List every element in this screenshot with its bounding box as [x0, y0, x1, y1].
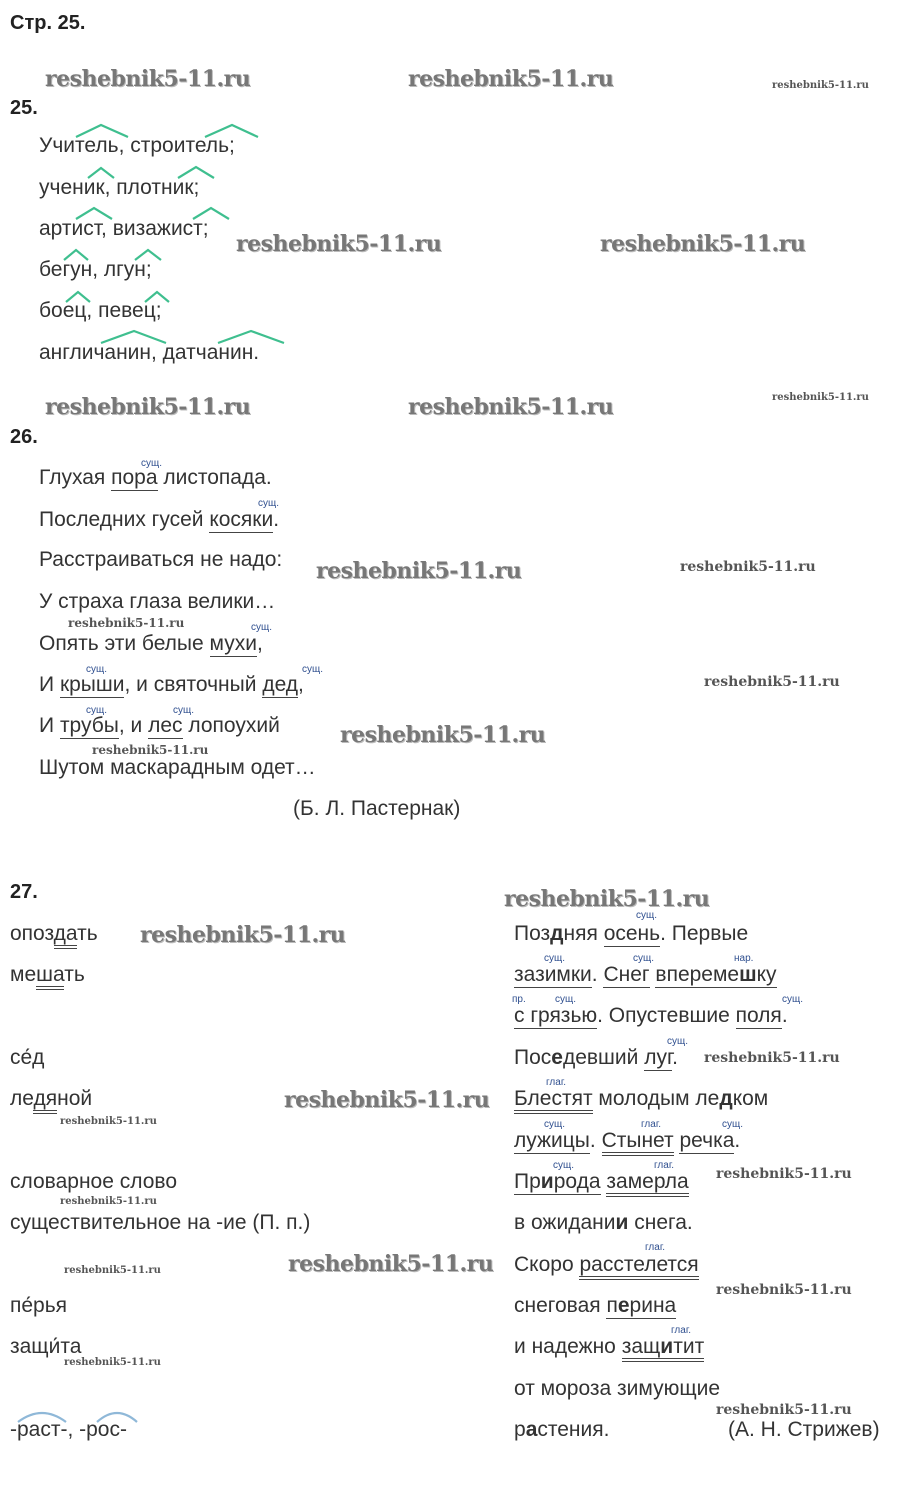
- noun: пора: [111, 466, 158, 489]
- root-arc: [18, 1413, 66, 1422]
- noun: луг: [644, 1046, 673, 1069]
- text-line: И крыши, и святочный дед,: [39, 673, 304, 696]
- text-line: бегун, лгун;: [39, 258, 152, 281]
- suffix-arc: [218, 331, 284, 343]
- watermark: reshebnik5-11.ru: [288, 1251, 494, 1277]
- verb: расстелется: [579, 1253, 698, 1280]
- watermark: reshebnik5-11.ru: [284, 1087, 490, 1113]
- text-line: Шутом маскарадным одет…: [39, 756, 316, 779]
- watermark: reshebnik5-11.ru: [716, 1402, 852, 1418]
- pos-label: сущ.: [141, 458, 163, 469]
- pos-label: сущ.: [667, 1036, 689, 1047]
- page-title: Стр. 25.: [10, 12, 86, 34]
- text-line: Скоро расстелется: [514, 1253, 699, 1277]
- watermark: reshebnik5-11.ru: [716, 1166, 852, 1182]
- noun: трубы: [59, 714, 119, 737]
- verb: Блестят: [514, 1087, 593, 1114]
- watermark: reshebnik5-11.ru: [60, 1196, 157, 1207]
- word: мешать: [10, 963, 85, 987]
- watermark: reshebnik5-11.ru: [64, 1357, 161, 1368]
- noun: речка: [679, 1129, 735, 1152]
- noun: Снег: [603, 963, 650, 986]
- suffix-arc: [76, 125, 128, 137]
- watermark: reshebnik5-11.ru: [64, 1265, 161, 1276]
- pos-label: глаг.: [645, 1242, 666, 1253]
- watermark: reshebnik5-11.ru: [140, 922, 346, 948]
- text-line: Учитель, строитель;: [39, 134, 235, 157]
- pos-label: сущ.: [555, 994, 577, 1005]
- text-line: Блестят молодым ледком: [514, 1087, 768, 1111]
- noun: осень: [603, 922, 661, 945]
- suffix-arc: [135, 250, 161, 260]
- watermark: reshebnik5-11.ru: [236, 231, 442, 257]
- text-line: от мороза зимующие: [514, 1377, 721, 1400]
- pos-label: сущ.: [636, 910, 658, 921]
- text-line: в ожидании снега.: [514, 1211, 693, 1234]
- noun: перина: [606, 1294, 677, 1317]
- exercise-number: 25.: [10, 97, 38, 119]
- pos-label: сущ.: [722, 1119, 744, 1130]
- suffix-arc: [76, 208, 112, 219]
- text-line: Глухая пора листопада.: [39, 466, 272, 489]
- noun: лужицы: [514, 1129, 590, 1152]
- text-line: англичанин, датчанин.: [39, 341, 260, 364]
- exercise-number: 27.: [10, 881, 38, 903]
- text-line: с грязью. Опустевшие поля.: [514, 1004, 788, 1027]
- suffix-arc: [64, 250, 88, 260]
- watermark: reshebnik5-11.ru: [92, 743, 209, 757]
- suffix-arcs: [0, 0, 911, 400]
- adverb: вперемешку: [655, 963, 777, 986]
- watermark: reshebnik5-11.ru: [45, 66, 251, 92]
- verb: замерла: [606, 1170, 688, 1197]
- watermark: reshebnik5-11.ru: [716, 1282, 852, 1298]
- word: пе́рья: [10, 1294, 68, 1317]
- suffix-arc: [205, 125, 258, 137]
- pos-label: глаг.: [671, 1325, 692, 1336]
- word: -раст-, -рос-: [10, 1418, 127, 1441]
- text-line: артист, визажист;: [39, 217, 209, 240]
- text-line: и надежно защитит: [514, 1335, 704, 1359]
- suffix-arc: [145, 292, 169, 302]
- word: существительное на -ие (П. п.): [10, 1211, 311, 1234]
- watermark: reshebnik5-11.ru: [60, 1116, 157, 1127]
- word: защи́та: [10, 1335, 82, 1358]
- pos-label: сущ.: [633, 953, 655, 964]
- pos-label: сущ.: [86, 705, 108, 716]
- pos-label: сущ.: [544, 953, 566, 964]
- suffix-arc: [193, 208, 229, 219]
- text-line: Опять эти белые мухи,: [39, 632, 263, 655]
- pos-label: сущ.: [258, 498, 280, 509]
- word: се́д: [10, 1046, 45, 1069]
- word: опоздать: [10, 922, 98, 946]
- noun: Природа: [514, 1170, 601, 1193]
- pos-label: глаг.: [654, 1160, 675, 1171]
- watermark: reshebnik5-11.ru: [772, 80, 869, 91]
- noun: поля: [735, 1004, 782, 1027]
- verb: Стынет: [602, 1129, 674, 1156]
- text-line: У страха глаза велики…: [39, 590, 276, 613]
- text-line: ученик, плотник;: [39, 176, 200, 199]
- pos-label: сущ.: [782, 994, 804, 1005]
- pos-label: сущ.: [173, 705, 195, 716]
- pos-label: глаг.: [546, 1077, 567, 1088]
- pos-label: сущ.: [86, 664, 108, 675]
- watermark: reshebnik5-11.ru: [772, 392, 869, 403]
- suffix-arc: [101, 331, 166, 343]
- word: ледяной: [10, 1087, 92, 1111]
- watermark: reshebnik5-11.ru: [45, 394, 251, 420]
- watermark: reshebnik5-11.ru: [340, 722, 546, 748]
- noun: косяки: [209, 508, 274, 531]
- text-line: [514, 1170, 689, 1194]
- exercise-number: 26.: [10, 426, 38, 448]
- pos-label: сущ.: [553, 1160, 575, 1171]
- pos-label: сущ.: [302, 664, 324, 675]
- watermark: reshebnik5-11.ru: [408, 394, 614, 420]
- text-line: Поседевший луг.: [514, 1046, 678, 1069]
- text-line: Расстраиваться не надо:: [39, 548, 283, 571]
- verb: защитит: [622, 1335, 704, 1362]
- watermark: reshebnik5-11.ru: [680, 559, 816, 575]
- noun: с грязью: [514, 1004, 598, 1027]
- text-line: И трубы, и лес лопоухий: [39, 714, 280, 737]
- watermark: reshebnik5-11.ru: [68, 616, 185, 630]
- root-arcs: [0, 1400, 160, 1430]
- noun: лес: [148, 714, 183, 737]
- text-line: зазимки. Снег вперемешку: [514, 963, 777, 986]
- text-line: Последних гусей косяки.: [39, 508, 280, 531]
- text-line: растения.: [514, 1418, 610, 1441]
- noun: крыши: [59, 673, 125, 696]
- pos-label: сущ.: [544, 1119, 566, 1130]
- text-line: боец, певец;: [39, 299, 162, 322]
- suffix-arc: [178, 167, 214, 178]
- text-line: снеговая перина: [514, 1294, 677, 1317]
- pos-label: глаг.: [641, 1119, 662, 1130]
- noun: зазимки: [514, 963, 592, 986]
- watermark: reshebnik5-11.ru: [600, 231, 806, 257]
- author: (Б. Л. Пастернак): [293, 797, 461, 820]
- watermark: reshebnik5-11.ru: [704, 1050, 840, 1066]
- watermark: reshebnik5-11.ru: [704, 674, 840, 690]
- word: словарное слово: [10, 1170, 178, 1193]
- text-line: лужицы. Стынет речка.: [514, 1129, 740, 1153]
- author: (А. Н. Стрижев): [728, 1418, 880, 1441]
- pos-label: пр.: [512, 994, 526, 1005]
- pos-label: сущ.: [251, 622, 273, 633]
- suffix-arc: [66, 292, 90, 302]
- watermark: reshebnik5-11.ru: [504, 886, 710, 912]
- pos-label: нар.: [734, 953, 754, 964]
- watermark: reshebnik5-11.ru: [408, 66, 614, 92]
- watermark: reshebnik5-11.ru: [316, 558, 522, 584]
- noun: дед: [262, 673, 299, 696]
- root-arc: [97, 1413, 137, 1422]
- noun: мухи: [209, 632, 257, 655]
- text-line: Поздняя осень. Первые: [514, 922, 749, 945]
- suffix-arc: [88, 168, 114, 178]
